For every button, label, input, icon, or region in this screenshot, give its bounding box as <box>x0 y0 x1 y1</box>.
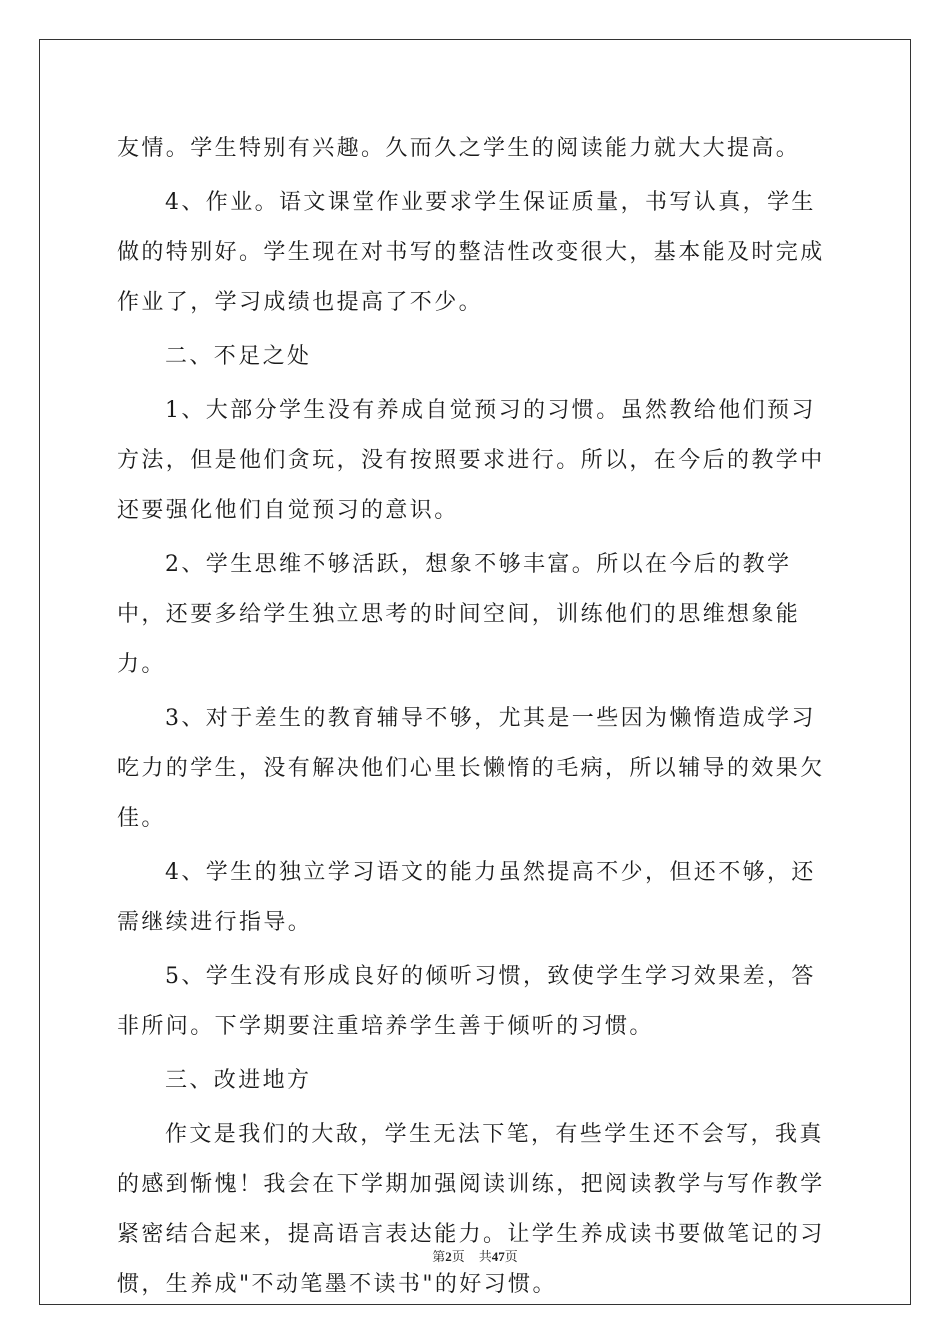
paragraph-7: 4、学生的独立学习语文的能力虽然提高不少，但还不够，还需继续进行指导。 <box>117 860 816 935</box>
paragraph-6: 3、对于差生的教育辅导不够，尤其是一些因为懒惰造成学习吃力的学生，没有解决他们心里长懒惰的毛病，所以辅导的效果欠佳。 <box>117 706 825 831</box>
paragraph-1: 友情。学生特别有兴趣。久而久之学生的阅读能力就大大提高。 <box>117 136 801 161</box>
total-prefix: 共 <box>478 1249 492 1264</box>
paragraph-8: 5、学生没有形成良好的倾听习惯，致使学生学习效果差，答非所问。下学期要注重培养学生善于倾听的习惯。 <box>117 964 816 1039</box>
section-heading-improvements: 三、改进地方 <box>165 1068 312 1093</box>
page-total: 47 <box>491 1249 505 1264</box>
total-suffix: 页 <box>504 1249 518 1264</box>
document-body <box>117 124 837 1314</box>
page-prefix: 第 <box>432 1249 446 1264</box>
paragraph-10: 作文是我们的大敌，学生无法下笔，有些学生还不会写，我真的感到惭愧！我会在下学期加强阅读训练，把阅读教学与写作教学紧密结合起来，提高语言表达能力。让学生养成读书要做笔记的习惯，生养成"不动笔墨不读书"的好习惯。 <box>117 1122 825 1297</box>
page-footer <box>0 1246 950 1265</box>
page-current: 2 <box>445 1249 452 1264</box>
page-suffix: 页 <box>451 1249 465 1264</box>
paragraph-5: 2、学生思维不够活跃，想象不够丰富。所以在今后的教学中，还要多给学生独立思考的时间空间，训练他们的思维想象能力。 <box>117 552 801 677</box>
paragraph-2: 4、作业。语文课堂作业要求学生保证质量，书写认真，学生做的特别好。学生现在对书写的整洁性改变很大，基本能及时完成作业了，学习成绩也提高了不少。 <box>117 190 825 315</box>
paragraph-4: 1、大部分学生没有养成自觉预习的习惯。虽然教给他们预习方法，但是他们贪玩，没有按照要求进行。所以，在今后的教学中还要强化他们自觉预习的意识。 <box>117 398 825 523</box>
section-heading-shortcomings: 二、不足之处 <box>165 344 312 369</box>
